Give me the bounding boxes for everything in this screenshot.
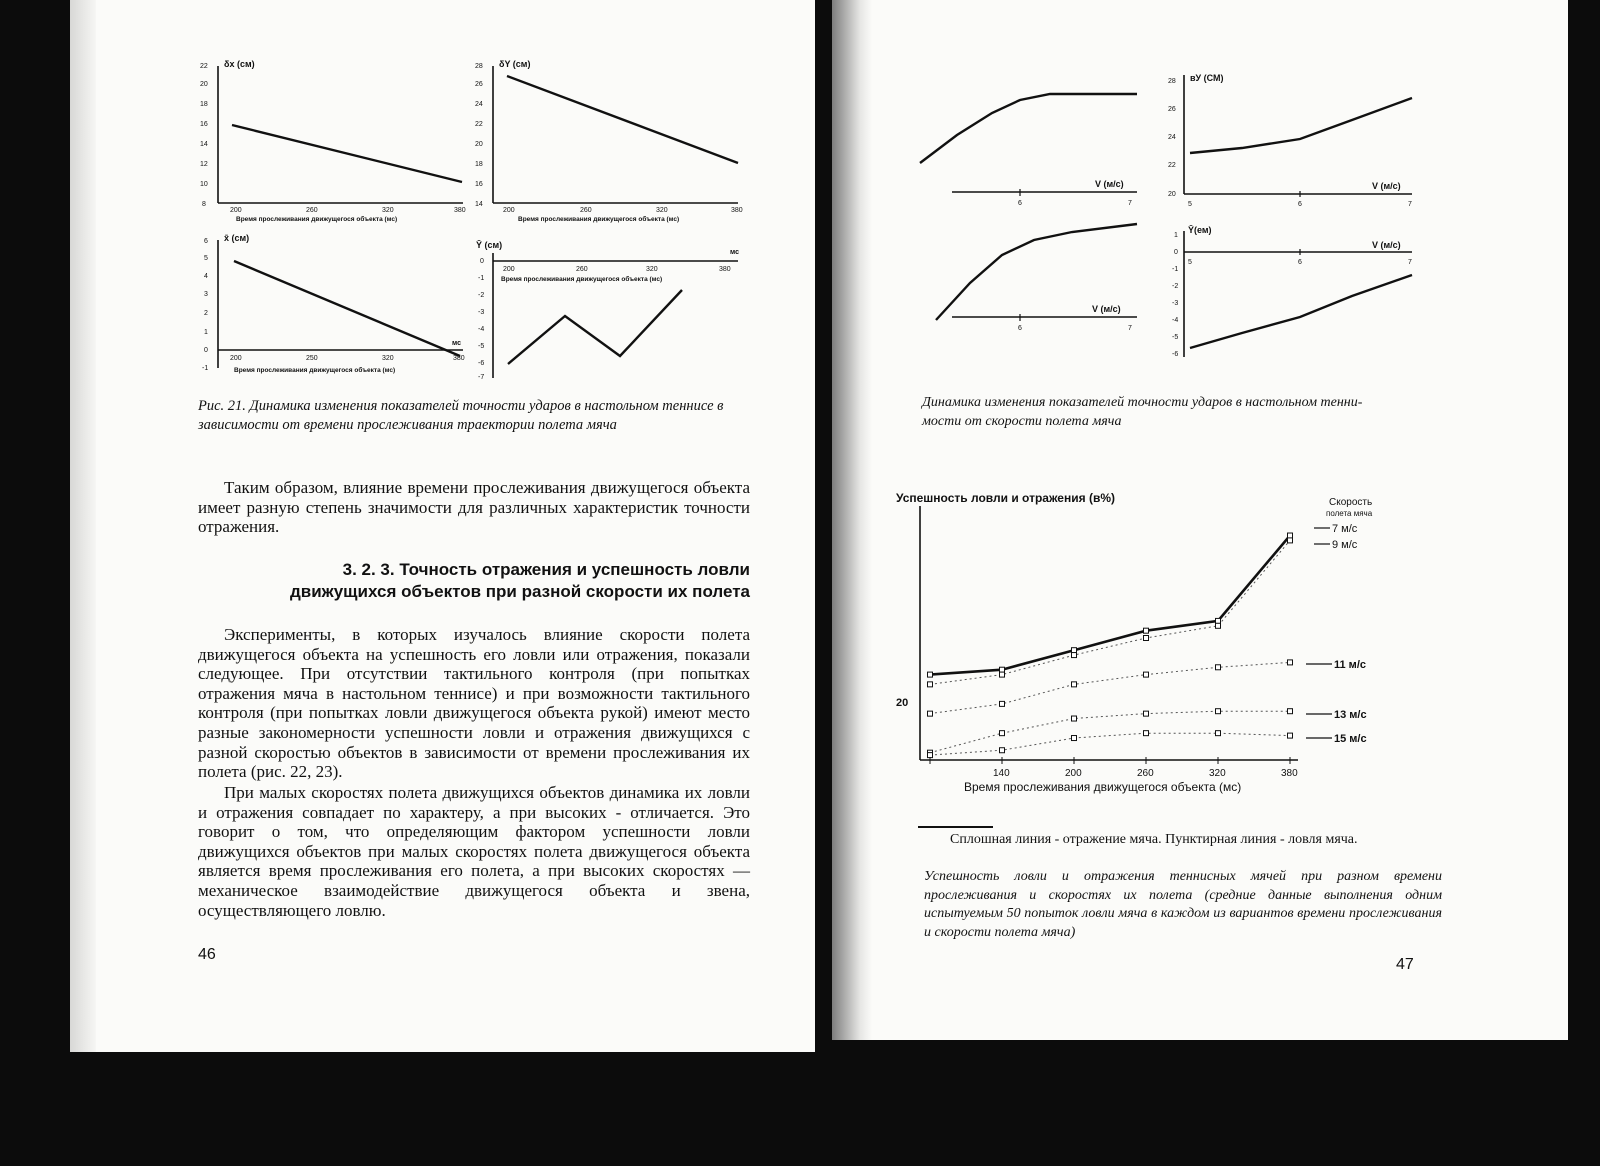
svg-text:вУ (СМ): вУ (СМ): [1190, 73, 1224, 83]
series-line: [920, 94, 1137, 163]
y-tick-label: -1: [1172, 266, 1179, 273]
series-line: [507, 76, 738, 163]
y-tick-label: 1: [1174, 232, 1178, 239]
data-point: [928, 682, 933, 687]
y-tick-label: 26: [475, 81, 483, 88]
y-tick-label: 0: [204, 347, 208, 354]
x-tick-label: 6: [1018, 325, 1022, 332]
svg-text:x̄ (см): x̄ (см): [224, 233, 250, 243]
y-tick-label: -5: [478, 343, 485, 350]
panel-x-mean: [202, 233, 465, 374]
svg-text:V (м/с): V (м/с): [1095, 179, 1124, 189]
legend-item: 7 м/с: [1332, 523, 1358, 535]
x-tick-label: 320: [382, 355, 394, 362]
y-tick-label: 18: [475, 161, 483, 168]
y-tick-label: 28: [475, 63, 483, 70]
data-point: [1000, 701, 1005, 706]
svg-text:δx (см): δx (см): [224, 59, 255, 69]
data-point: [1216, 623, 1221, 628]
page-gutter-shadow: [832, 0, 872, 1040]
x-tick-label: 200: [230, 355, 242, 362]
series-line: [930, 540, 1290, 684]
data-point: [928, 711, 933, 716]
x-tick-label: 320: [1209, 768, 1226, 779]
series-line: [1190, 275, 1412, 348]
data-point: [1072, 682, 1077, 687]
panel-y-mean: [476, 240, 739, 381]
page-gutter-shadow: [70, 0, 96, 1052]
y-tick-label: 0: [1174, 249, 1178, 256]
y-tick-label: -4: [478, 326, 485, 333]
data-point: [1000, 731, 1005, 736]
data-point: [1288, 660, 1293, 665]
data-point: [1144, 628, 1149, 633]
data-point: [1288, 538, 1293, 543]
svg-text:Ȳ (см): Ȳ (см): [476, 240, 503, 250]
legend-title: Скорость: [1329, 497, 1373, 508]
y-tick-label: 0: [480, 258, 484, 265]
x-tick-label: 380: [731, 207, 743, 214]
legend-item: 13 м/с: [1334, 709, 1367, 721]
x-tick-label: 380: [454, 207, 466, 214]
x-tick-label: 6: [1298, 201, 1302, 208]
x-tick-label: 260: [576, 266, 588, 273]
svg-text:Время прослеживания движущегос: Время прослеживания движущегося объекта (мс): [234, 367, 396, 374]
legend-item: 15 м/с: [1334, 733, 1367, 745]
y-tick-label: -3: [1172, 300, 1179, 307]
svg-text:Ȳ(ем): Ȳ(ем): [1188, 225, 1212, 235]
y-tick-label: 20: [475, 141, 483, 148]
x-tick-label: 200: [1065, 768, 1082, 779]
x-tick-label: 200: [503, 266, 515, 273]
x-tick-label: 320: [382, 207, 394, 214]
y-tick-label: 14: [475, 201, 483, 208]
data-point: [1072, 736, 1077, 741]
success-chart: [892, 488, 1452, 798]
data-point: [1144, 711, 1149, 716]
x-tick-label: 380: [719, 266, 731, 273]
x-tick-label: 380: [1281, 768, 1298, 779]
footnote-rule: [918, 826, 993, 828]
y-tick-label: 10: [200, 181, 208, 188]
y-tick-label: 14: [200, 141, 208, 148]
y-tick-label: -6: [1172, 351, 1179, 358]
series-line: [930, 733, 1290, 755]
paragraph: При малых скоростях полета движущихся объектов динамика их ловли и отражения совпадает по характеру, а при высоких - отличается. Это говорит о том, что определяющим фактором успешности ловли движущихся объектов при малых скоростях полета движущегося объекта является время прослеживания его полета, а при высоких скоростях — механическое взаимодействие движущегося объекта и звена, осуществляющего ловлю.: [198, 783, 750, 920]
svg-text:V (м/с): V (м/с): [1372, 240, 1401, 250]
left-page: [70, 0, 815, 1052]
data-point: [1000, 667, 1005, 672]
y-tick-label: 8: [202, 201, 206, 208]
y-tick-label: 20: [200, 81, 208, 88]
y-tick-label: 4: [204, 273, 208, 280]
y-tick-label: -1: [202, 365, 209, 372]
y-tick-label: 26: [1168, 106, 1176, 113]
legend-note: Сплошная линия - отражение мяча. Пунктирная линия - ловля мяча.: [950, 832, 1358, 847]
y-tick-label: -2: [478, 292, 485, 299]
data-point: [1288, 733, 1293, 738]
data-point: [1072, 653, 1077, 658]
panel-dy: [475, 59, 743, 223]
y-tick-label: 3: [204, 291, 208, 298]
data-point: [1288, 709, 1293, 714]
series-line: [508, 290, 682, 364]
x-tick-label: 7: [1408, 201, 1412, 208]
y-tick-label: -1: [478, 275, 485, 282]
x-tick-label: 200: [230, 207, 242, 214]
x-tick-label: 140: [993, 768, 1010, 779]
x-tick-label: 5: [1188, 201, 1192, 208]
series-line: [930, 711, 1290, 753]
x-axis-label: Время прослеживания движущегося объекта (мс): [964, 780, 1242, 794]
y-tick-label: 1: [204, 329, 208, 336]
x-tick-label: 320: [656, 207, 668, 214]
y-tick-label: 22: [200, 63, 208, 70]
series-line: [232, 125, 462, 182]
y-tick-label: 16: [475, 181, 483, 188]
section-heading: 3. 2. 3. Точность отражения и успешность ловли движущихся объектов при разной скорости их полета: [289, 560, 750, 601]
page-number: 47: [1396, 956, 1414, 973]
paragraph: Эксперименты, в которых изучалось влияние скорости полета движущегося объекта на успешность его ловли или отражения, показали следующее. При отсутствии тактильного контроля (при попытках отражения мяча в настольном теннисе) и при возможности тактильного контроля (при попытках ловли движущегося объекта рукой) имеют место разные закономерности успешности ловли и отражения движущихся с разной скоростью объектов в зависимости от времени прослеживания их полета (рис. 22, 23).: [198, 625, 750, 782]
data-point: [1288, 533, 1293, 538]
y-tick-label: 28: [1168, 78, 1176, 85]
y-tick-label: -7: [478, 374, 485, 381]
x-tick-label: 7: [1408, 259, 1412, 266]
y-tick-label: 20: [896, 697, 909, 709]
y-tick-label: 24: [475, 101, 483, 108]
data-point: [1216, 709, 1221, 714]
legend: [1306, 523, 1367, 745]
data-point: [1144, 672, 1149, 677]
data-point: [1000, 672, 1005, 677]
svg-text:V (м/с): V (м/с): [1372, 181, 1401, 191]
x-tick-label: 250: [306, 355, 318, 362]
data-point: [1000, 748, 1005, 753]
y-tick-label: 12: [200, 161, 208, 168]
y-tick-label: 20: [1168, 191, 1176, 198]
panel-speed-c: [936, 224, 1137, 332]
data-point: [1072, 716, 1077, 721]
y-tick-label: -4: [1172, 317, 1179, 324]
y-tick-label: -3: [478, 309, 485, 316]
figure-bottom-caption: Успешность ловли и отражения теннисных мячей при разном времени прослеживания и скоростях их полета (средние данные выполнения одним испытуемым 50 попыток ловли мяча в каждом из вариантов времени прослеживания и скорости полета мяча): [924, 869, 1442, 940]
y-tick-label: -2: [1172, 283, 1179, 290]
x-tick-label: 320: [646, 266, 658, 273]
x-tick-label: 380: [453, 355, 465, 362]
y-tick-label: -5: [1172, 334, 1179, 341]
x-tick-label: 260: [306, 207, 318, 214]
x-tick-label: 6: [1018, 200, 1022, 207]
x-tick-label: 260: [1137, 768, 1154, 779]
panel-dx: [200, 59, 466, 223]
y-tick-label: 22: [475, 121, 483, 128]
y-tick-label: -6: [478, 360, 485, 367]
y-tick-label: 2: [204, 310, 208, 317]
x-tick-label: 260: [580, 207, 592, 214]
y-tick-label: 5: [204, 255, 208, 262]
y-tick-label: 22: [1168, 162, 1176, 169]
data-point: [1072, 648, 1077, 653]
series-group: [928, 533, 1293, 758]
right-page: [832, 0, 1568, 1040]
data-point: [1144, 636, 1149, 641]
figure-top-caption: Динамика изменения показателей точности ударов в настольном тенни- мости от скорости полета мяча: [922, 395, 1363, 429]
data-point: [928, 753, 933, 758]
series-line: [1190, 98, 1412, 153]
svg-text:Время прослеживания движущегос: Время прослеживания движущегося объекта (мс): [518, 216, 680, 223]
page-number: 46: [198, 946, 216, 963]
panel-speed-b: [1168, 73, 1412, 208]
svg-text:мс: мс: [452, 340, 461, 347]
y-tick-label: 18: [200, 101, 208, 108]
panel-speed-a: [920, 94, 1137, 207]
x-tick-label: 5: [1188, 259, 1192, 266]
panel-speed-d: [1172, 225, 1412, 358]
x-tick-label: 6: [1298, 259, 1302, 266]
svg-text:Время прослеживания движущегос: Время прослеживания движущегося объекта (мс): [236, 216, 398, 223]
legend-item: 9 м/с: [1332, 539, 1358, 551]
data-point: [1216, 618, 1221, 623]
series-line: [234, 261, 460, 356]
data-point: [928, 672, 933, 677]
paragraph: Таким образом, влияние времени прослеживания движущегося объекта имеет разную степень значимости для различных характеристик точности отражения.: [198, 478, 750, 537]
figure-top-charts: [912, 65, 1472, 385]
y-tick-label: 24: [1168, 134, 1176, 141]
x-tick-label: 7: [1128, 325, 1132, 332]
legend-subtitle: полета мяча: [1326, 509, 1373, 518]
data-point: [1216, 665, 1221, 670]
svg-text:мс: мс: [730, 249, 739, 256]
svg-text:Время прослеживания движущегос: Время прослеживания движущегося объекта (мс): [501, 276, 663, 283]
svg-text:V (м/с): V (м/с): [1092, 304, 1121, 314]
figure-21-caption: Рис. 21. Динамика изменения показателей точности ударов в настольном теннисе в зависимости от времени прослеживания траектории полета мяча: [198, 398, 724, 433]
y-tick-label: 16: [200, 121, 208, 128]
data-point: [1144, 731, 1149, 736]
y-tick-label: 6: [204, 238, 208, 245]
figure-21: [198, 58, 758, 398]
x-tick-label: 7: [1128, 200, 1132, 207]
legend-item: 11 м/с: [1334, 659, 1366, 671]
x-tick-label: 200: [503, 207, 515, 214]
svg-text:δY (см): δY (см): [499, 59, 531, 69]
chart-title: Успешность ловли и отражения (в%): [896, 491, 1115, 505]
data-point: [1216, 731, 1221, 736]
